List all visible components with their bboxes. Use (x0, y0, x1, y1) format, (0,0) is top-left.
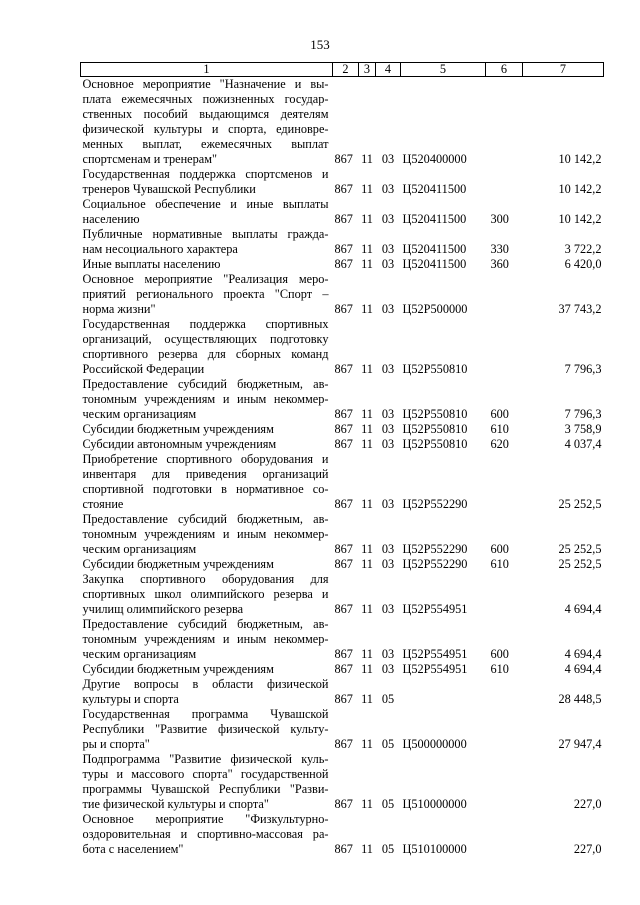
row-vr: 610 (490, 557, 509, 571)
row-rz: 11 (361, 422, 373, 436)
row-rz: 11 (361, 242, 373, 256)
row-cs: Ц52P550810 (402, 437, 468, 451)
row-sum: 227,0 (573, 842, 602, 856)
row-cs: Ц520411500 (402, 242, 467, 256)
row-name: Публичные нормативные выплаты гражда- нам несоциального характера (82, 227, 329, 256)
row-gr: 867 (334, 602, 353, 616)
row-cs: Ц520411500 (402, 212, 467, 226)
row-name: Иные выплаты населению (82, 257, 221, 271)
row-sum: 3 722,2 (564, 242, 602, 256)
header-col-3: 3 (359, 63, 376, 77)
row-sum: 7 796,3 (564, 407, 602, 421)
row-rz: 11 (361, 662, 373, 676)
row-gr: 867 (334, 212, 353, 226)
table-header (81, 63, 604, 77)
row-name: Предоставление субсидий бюджетным, ав- тономным учреждениям и иным некоммер- ческим организациям (82, 512, 329, 556)
row-vr (486, 317, 523, 377)
row-pr: 03 (381, 497, 395, 511)
row-sum: 37 743,2 (558, 302, 602, 316)
row-gr: 867 (334, 662, 353, 676)
table-row (81, 317, 604, 377)
row-sum: 227,0 (573, 797, 602, 811)
row-vr (486, 812, 523, 857)
header-col-4: 4 (376, 63, 401, 77)
row-cs: Ц52P552290 (402, 497, 468, 511)
table-row (81, 752, 604, 812)
row-pr: 03 (381, 242, 395, 256)
row-vr (486, 77, 523, 168)
table-row (81, 512, 604, 557)
row-gr: 867 (334, 302, 353, 316)
row-name: Подпрограмма "Развитие физической куль- туры и массового спорта" государственной программы Чувашской Республики "Разви- тие физической культуры и спорта" (82, 752, 329, 811)
table-row (81, 197, 604, 227)
header-col-2: 2 (333, 63, 359, 77)
row-rz: 11 (361, 602, 373, 616)
row-rz: 11 (361, 302, 373, 316)
table-row (81, 257, 604, 272)
row-name: Закупка спортивного оборудования для спортивных школ олимпийского резерва и училищ олимпийского резерва (82, 572, 329, 616)
row-cs (401, 677, 486, 707)
row-vr (486, 677, 523, 707)
row-rz: 11 (361, 257, 373, 271)
row-name: Субсидии бюджетным учреждениям (82, 422, 274, 436)
row-vr: 300 (490, 212, 509, 226)
table-row (81, 572, 604, 617)
row-vr (486, 452, 523, 512)
row-pr: 03 (381, 602, 395, 616)
row-vr (486, 272, 523, 317)
row-pr: 03 (381, 362, 395, 376)
row-rz: 11 (361, 497, 373, 511)
row-pr: 03 (381, 437, 395, 451)
row-pr: 05 (381, 692, 395, 706)
header-col-1: 1 (81, 63, 333, 77)
row-pr: 03 (381, 302, 395, 316)
row-name: Другие вопросы в области физической культуры и спорта (82, 677, 329, 706)
row-pr: 05 (381, 797, 395, 811)
row-gr: 867 (334, 797, 353, 811)
row-cs: Ц52P552290 (402, 542, 468, 556)
row-rz: 11 (361, 182, 373, 196)
table-row (81, 707, 604, 752)
table-row (81, 272, 604, 317)
budget-table (80, 62, 604, 857)
row-vr: 600 (490, 407, 509, 421)
row-name: Социальное обеспечение и иные выплаты населению (82, 197, 329, 226)
row-name: Субсидии бюджетным учреждениям (82, 662, 274, 676)
row-vr (486, 752, 523, 812)
row-cs: Ц52P554951 (402, 662, 468, 676)
row-cs: Ц520400000 (402, 152, 467, 166)
row-sum: 25 252,5 (558, 497, 602, 511)
table-row (81, 227, 604, 257)
row-name: Государственная поддержка спортсменов и тренеров Чувашской Республики (82, 167, 329, 196)
row-gr: 867 (334, 422, 353, 436)
table-row (81, 377, 604, 422)
row-pr: 03 (381, 542, 395, 556)
row-pr: 03 (381, 212, 395, 226)
row-pr: 03 (381, 152, 395, 166)
row-rz: 11 (361, 647, 373, 661)
row-rz: 11 (361, 542, 373, 556)
header-row (81, 63, 604, 77)
page-number: 153 (310, 37, 330, 52)
row-pr: 03 (381, 257, 395, 271)
row-sum: 25 252,5 (558, 557, 602, 571)
row-rz: 11 (361, 557, 373, 571)
row-cs: Ц52P554951 (402, 602, 468, 616)
row-vr: 610 (490, 422, 509, 436)
row-cs: Ц510100000 (402, 842, 467, 856)
row-vr: 620 (490, 437, 509, 451)
row-cs: Ц500000000 (402, 737, 467, 751)
row-vr: 600 (490, 542, 509, 556)
row-gr: 867 (334, 437, 353, 451)
row-sum: 4 694,4 (564, 662, 602, 676)
row-cs: Ц520411500 (402, 182, 467, 196)
row-sum: 7 796,3 (564, 362, 602, 376)
header-col-7: 7 (523, 63, 604, 77)
row-gr: 867 (334, 182, 353, 196)
row-gr: 867 (334, 692, 353, 706)
row-rz: 11 (361, 692, 373, 706)
row-gr: 867 (334, 842, 353, 856)
row-pr: 03 (381, 557, 395, 571)
row-pr: 05 (381, 737, 395, 751)
row-vr (486, 572, 523, 617)
table-row (81, 617, 604, 662)
row-name: Государственная поддержка спортивных организаций, осуществляющих подготовку спортивного резерва для сборных команд Российской Федерации (82, 317, 329, 376)
header-col-6: 6 (486, 63, 523, 77)
row-rz: 11 (361, 737, 373, 751)
row-cs: Ц52P554951 (402, 647, 468, 661)
row-gr: 867 (334, 242, 353, 256)
row-rz: 11 (361, 212, 373, 226)
row-pr: 03 (381, 422, 395, 436)
header-col-5: 5 (401, 63, 486, 77)
row-gr: 867 (334, 257, 353, 271)
row-vr (486, 707, 523, 752)
table-body (81, 77, 604, 858)
row-sum: 10 142,2 (558, 182, 602, 196)
row-rz: 11 (361, 407, 373, 421)
row-name: Субсидии автономным учреждениям (82, 437, 277, 451)
table-row (81, 812, 604, 857)
table-row (81, 452, 604, 512)
row-gr: 867 (334, 542, 353, 556)
table-row (81, 422, 604, 437)
row-pr: 03 (381, 647, 395, 661)
table-row (81, 662, 604, 677)
row-vr: 610 (490, 662, 509, 676)
row-pr: 03 (381, 407, 395, 421)
row-rz: 11 (361, 842, 373, 856)
row-gr: 867 (334, 497, 353, 511)
row-gr: 867 (334, 647, 353, 661)
row-rz: 11 (361, 437, 373, 451)
row-name: Приобретение спортивного оборудования и инвентаря для приведения организаций спортивной подготовки в нормативное со- стояние (82, 452, 329, 511)
table-row (81, 167, 604, 197)
row-sum: 4 037,4 (564, 437, 602, 451)
row-vr (486, 167, 523, 197)
table-row (81, 437, 604, 452)
row-rz: 11 (361, 797, 373, 811)
row-name: Государственная программа Чувашской Республики "Развитие физической культу- ры и спорта" (82, 707, 329, 751)
row-sum: 4 694,4 (564, 647, 602, 661)
row-vr: 600 (490, 647, 509, 661)
table-row (81, 677, 604, 707)
row-cs: Ц52P550810 (402, 422, 468, 436)
row-name: Предоставление субсидий бюджетным, ав- тономным учреждениям и иным некоммер- ческим организациям (82, 377, 329, 421)
table-row (81, 77, 604, 168)
row-sum: 6 420,0 (564, 257, 602, 271)
row-pr: 05 (381, 842, 395, 856)
row-cs: Ц52P550810 (402, 362, 468, 376)
row-sum: 25 252,5 (558, 542, 602, 556)
row-gr: 867 (334, 557, 353, 571)
row-name: Субсидии бюджетным учреждениям (82, 557, 274, 571)
table-row (81, 557, 604, 572)
row-cs: Ц52P550810 (402, 407, 468, 421)
row-vr: 330 (490, 242, 509, 256)
row-name: Основное мероприятие "Назначение и вы- плата ежемесячных пожизненных государ- ственных пособий выдающимся деятелям физической культуры и спорта, единовре- менных выплат, ежемесячных выплат спортсменам и тренерам" (82, 77, 329, 166)
row-sum: 10 142,2 (558, 212, 602, 226)
row-cs: Ц52P500000 (402, 302, 468, 316)
row-vr: 360 (490, 257, 509, 271)
row-gr: 867 (334, 362, 353, 376)
row-gr: 867 (334, 407, 353, 421)
row-rz: 11 (361, 362, 373, 376)
row-name: Основное мероприятие "Реализация меро- приятий регионального проекта "Спорт – норма жизни" (82, 272, 329, 316)
row-gr: 867 (334, 737, 353, 751)
row-rz: 11 (361, 152, 373, 166)
row-cs: Ц520411500 (402, 257, 467, 271)
row-sum: 4 694,4 (564, 602, 602, 616)
row-sum: 28 448,5 (558, 692, 602, 706)
row-pr: 03 (381, 662, 395, 676)
row-cs: Ц510000000 (402, 797, 467, 811)
row-name: Основное мероприятие "Физкультурно- оздоровительная и спортивно-массовая ра- бота с населением" (82, 812, 329, 856)
row-sum: 10 142,2 (558, 152, 602, 166)
row-name: Предоставление субсидий бюджетным, ав- тономным учреждениям и иным некоммер- ческим организациям (82, 617, 329, 661)
row-gr: 867 (334, 152, 353, 166)
row-sum: 3 758,9 (564, 422, 602, 436)
row-pr: 03 (381, 182, 395, 196)
row-sum: 27 947,4 (558, 737, 602, 751)
row-cs: Ц52P552290 (402, 557, 468, 571)
